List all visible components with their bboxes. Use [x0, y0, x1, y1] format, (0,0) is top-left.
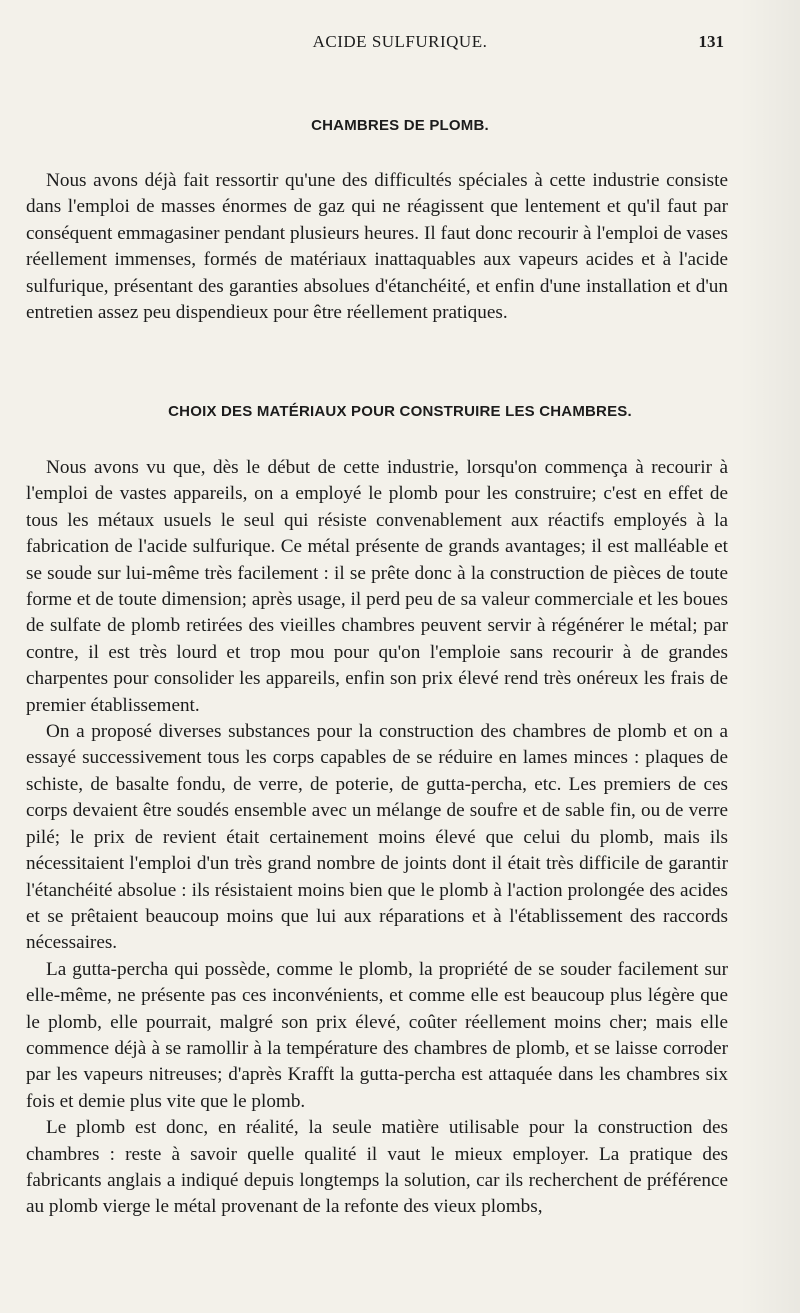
- paragraph: Nous avons déjà fait ressortir qu'une des difficultés spéciales à cette industrie consiste dans l'emploi de masses énormes de gaz qui ne réagissent que lentement et qu'il faut par conséquent emmagasiner pendant plusieurs heures. Il faut donc recourir à l'emploi de vases réellement immenses, formés de matériaux inattaquables aux vapeurs acides et à l'acide sulfurique, présentant des garanties absolues d'étanchéité, et enfin d'une installation et d'un entretien assez peu dispendieux pour être réellement pratiques.: [26, 170, 728, 324]
- paragraph: On a proposé diverses substances pour la construction des chambres de plomb et on a essayé successivement tous les corps capables de se réduire en lames minces : plaques de schiste, de basalte fondu, de verre, de poterie, de gutta-percha, etc. Les premiers de ces corps devaient être soudés ensemble avec un mélange de soufre et de sable fin, ou de verre pilé; le prix de revient était certainement moins élevé que celui du plomb, mais ils nécessitaient l'emploi d'un très grand nombre de joints dont il était très difficile de garantir l'étanchéité absolue : ils résistaient moins bien que le plomb à l'action prolongée des acides et se prêtaient beaucoup moins que lui aux réparations et à l'établissement des raccords nécessaires.: [26, 721, 728, 954]
- paragraph: La gutta-percha qui possède, comme le plomb, la propriété de se souder facilement sur elle-même, ne présente pas ces inconvénients, et comme elle est beaucoup plus légère que le plomb, elle pourrait, malgré son prix élevé, coûter réellement moins cher; mais elle commence déjà à se ramollir à la température des chambres de plomb, et se laisse corroder par les vapeurs nitreuses; d'après Krafft la gutta-percha est attaquée dans les chambres six fois et demie plus vite que le plomb.: [26, 958, 728, 1112]
- running-title: ACIDE SULFURIQUE.: [312, 32, 488, 51]
- section-heading-chambres: CHAMBRES DE PLOMB.: [311, 117, 489, 134]
- section-heading-choix-materiaux: CHOIX DES MATÉRIAUX POUR CONSTRUIRE LES CHAMBRES.: [168, 403, 632, 420]
- running-header: [0, 32, 800, 56]
- page-number: 131: [698, 32, 724, 51]
- page-edge-shadow: [740, 0, 800, 1313]
- section-body-choix-materiaux: [26, 455, 728, 1221]
- paragraph: Nous avons vu que, dès le début de cette industrie, lorsqu'on commença à recourir à l'emploi de vastes appareils, on a employé le plomb pour les construire; c'est en effet de tous les métaux usuels le seul qui résiste convenablement aux réactifs employés à la fabrication de l'acide sulfurique. Ce métal présente de grands avantages; il est malléable et se soude sur lui-même très facilement : il se prête donc à la construction de pièces de toute forme et de toute dimension; après usage, il perd peu de sa valeur commerciale et les boues de sulfate de plomb retirées des vieilles chambres peuvent servir à régénérer le métal; par contre, il est très lourd et trop mou pour qu'on l'emploie sans recourir à de grandes charpentes pour consolider les appareils, enfin son prix élevé rend très onéreux les frais de premier établissement.: [26, 457, 728, 716]
- section-body-chambres: [26, 168, 728, 326]
- paragraph: Le plomb est donc, en réalité, la seule matière utilisable pour la construction des chambres : reste à savoir quelle qualité il vaut le mieux employer. La pratique des fabricants anglais a indiqué depuis longtemps la solution, car ils recherchent de préférence au plomb vierge le métal provenant de la refonte des vieux plombs,: [26, 1117, 728, 1218]
